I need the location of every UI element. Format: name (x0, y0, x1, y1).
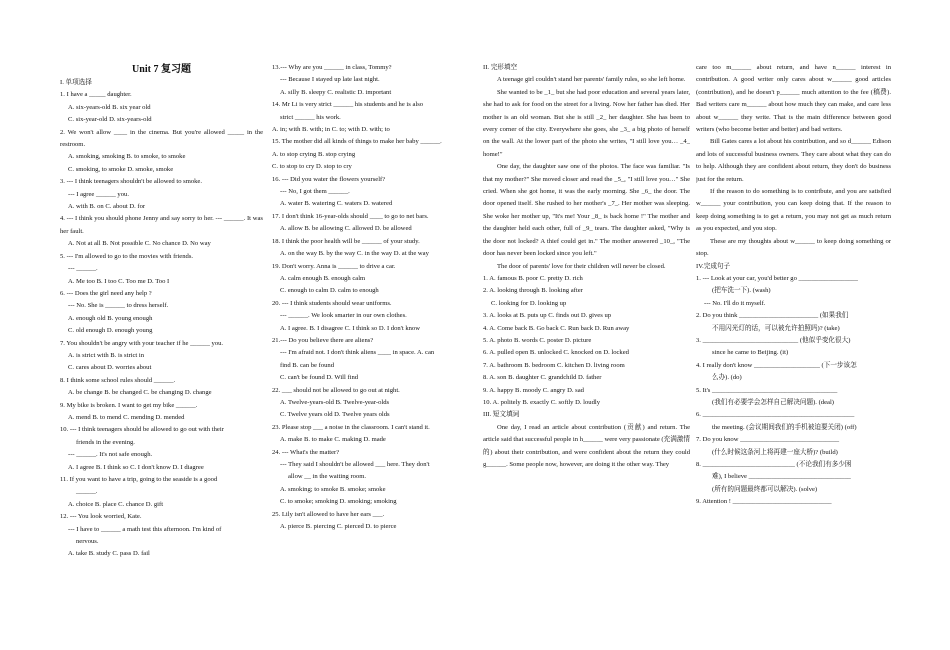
col4-line: (把车洗一下). (wash) (712, 287, 771, 295)
col3-line: 3. A. looks at B. puts up C. finds out D. gives up (483, 312, 612, 320)
col1-line: --- I have to ______ a math test this afternoon. I'm kind of (68, 525, 222, 533)
col1-line: 3. --- I think teenagers shouldn't be allowed to smoke. (60, 178, 203, 186)
col2-line: A. make B. to make C. making D. made (280, 436, 386, 444)
col1-line: A. is strict with B. is strict in (68, 351, 145, 359)
col4-line: 6. ______________________________________________ (696, 411, 855, 419)
col2-line: A. I agree. B. I disagree C. I think so D. I don't know (280, 324, 420, 332)
col2-line: 20. --- I think students should wear uniforms. (272, 299, 392, 307)
col4-line: 么办). (do) (712, 374, 742, 382)
col4-line: --- No. I'll do it myself. (704, 299, 766, 307)
col3-line: A teenage girl couldn't stand her parents' family rules, so she left home. (497, 76, 686, 84)
col3-line: C. looking for D. looking up (491, 299, 567, 307)
col3-line: 8. A. son B. daughter C. grandchild D. father (483, 374, 602, 382)
col3-line: 10. A. politely B. exactly C. softly D. loudly (483, 398, 601, 406)
col3-line: 6. A. pulled open B. unlocked C. knocked on D. locked (483, 349, 629, 357)
col2-line: strict ______ his work. (280, 113, 341, 121)
col2-line: C. can't be found D. Will find (280, 374, 359, 382)
col1-line: C. smoking, to smoke D. smoke, smoke (68, 165, 174, 173)
col1-line: A. take B. study C. pass D. fail (68, 550, 150, 558)
col2-line: 15. The mother did all kinds of things to make her baby ______. (272, 138, 442, 146)
col2-line: C. Twelve years old D. Twelve years olds (280, 411, 390, 419)
column-3 (483, 62, 690, 471)
col1-line: 5. --- I'm allowed to go to the movies with friends. (60, 252, 194, 260)
col3-line: One day, the daughter saw one of the photos. The face was familiar. "Is that my mother?" She moved closer and read the _5_, "I still love you…" She cried. When she got home, it was the early morning. She _6_ the door. The door opened itself. She rushed to her mother's _7_. Her mother was sleeping. She woke her mother up, "It's me! Your _8_ is back home !" The mother and the daughter held each other, full of _9_ tears. The daughter asked, "Why is the door not locked? A thief could get in." The mother answered _10_, "The door has never been locked since you left." (483, 163, 690, 258)
col1-line: --- ______. (68, 265, 98, 273)
col1-line: 9. My bike is broken. I want to get my bike ______. (60, 401, 198, 409)
col4-line: the meeting. (会议期间我们的手机被迫要关闭) (off) (712, 423, 857, 431)
col2-line: A. water B. watering C. waters D. watered (280, 200, 393, 208)
col2-line: 13.--- Why are you ______ in class, Tommy? (272, 64, 392, 71)
col1-line: ______. (76, 488, 98, 496)
col2-line: A. to stop crying B. stop crying (272, 150, 356, 158)
col1-line: 10. --- I think teenagers should be allowed to go out with their (60, 426, 224, 434)
col1-line: 11. If you want to have a trip, going to the seaside is a good (60, 476, 218, 483)
col4-line: 难), I believe _______________________________ (712, 473, 851, 481)
col2-line: A. calm enough B. enough calm (280, 274, 366, 282)
col4-line: If the reason to do something is to contribute, and you are satisfied w______ your contribution, you can keep doing that. If the reason to keep doing something is to get a return, you may not get as much return as you expected, and you stop. (696, 188, 891, 233)
col1-line: 8. I think some school rules should ______. (60, 376, 176, 384)
col1-line: A. six-years-old B. six year old (68, 103, 151, 111)
col2-line: C. enough to calm D. calm to enough (280, 287, 379, 295)
col4-line: Bill Gates cares a lot about his contribution, and so d______ Edison and lots of successful business owners. They care about what they can do to help. Although they are confident about return, they don't do business just for the return. (696, 138, 891, 183)
col4-line: (什么时候这条河上将再建一座大桥)? (build) (712, 448, 838, 456)
col1-line: A. Not at all B. Not possible C. No chance D. No way (68, 240, 211, 248)
col1-line: C. cares about D. worries about (68, 364, 152, 372)
col1-line: friends in the evening. (76, 438, 135, 446)
column-1 (60, 62, 263, 561)
col4-line: 4. I really don't know ____________________ (下一步该怎 (696, 361, 857, 369)
col1-line: A. be change B. be changed C. be changing D. change (68, 389, 212, 397)
col4-line: 5. It's ______________________________________ (696, 386, 838, 394)
col2-line: A. Twelve-years-old B. Twelve-year-olds (280, 398, 390, 406)
col2-line: 14. Mr Li is very strict ______ his students and he is also (272, 101, 424, 109)
col2-line: C. to stop to cry D. stop to cry (272, 163, 352, 171)
col4-line: 8. ____________________________ (不论我们有多少困 (696, 461, 852, 468)
col2-line: A. allow B. be allowing C. allowed D. be allowed (280, 225, 412, 233)
col1-line: A. Me too B. I too C. Too me D. Too I (68, 277, 170, 285)
col2-line: 23. Please stop ___ a noise in the classroom. I can't stand it. (272, 423, 430, 431)
col2-line: allow __ in the waiting room. (288, 473, 367, 481)
col1-line: A. enough old B. young enough (68, 314, 153, 322)
col1-line: A. smoking, smoking B. to smoke, to smoke (68, 153, 186, 161)
col1-line: 4. --- I think you should phone Jenny and say sorry to her. --- ______. It was her fault. (60, 215, 263, 235)
col3-line: The door of parents' love for their children will never be closed. (497, 262, 666, 270)
col1-line: C. old enough D. enough young (68, 327, 153, 335)
col2-line: 22. ___ should not be allowed to go out at night. (272, 386, 400, 394)
col1-line: C. six-year-old D. six-years-old (68, 116, 152, 124)
col3-line: II. 完形填空 (483, 64, 518, 71)
col2-line: 24. --- What's the matter? (272, 448, 340, 456)
col2-line: --- Because I stayed up late last night. (280, 76, 380, 84)
col4-line: 3. _____________________________ (他似乎变化很大) (696, 336, 851, 344)
col2-line: 25. Lily isn't allowed to have her ears ___. (272, 510, 385, 518)
col1-line: 7. You shouldn't be angry with your teacher if he ______ you. (60, 339, 224, 347)
col3-line: 1. A. famous B. poor C. pretty D. rich (483, 274, 583, 282)
col1-line: --- No. She is ______ to dress herself. (68, 302, 169, 310)
col2-line: C. to smoke; smoking D. smoking; smoking (280, 498, 397, 506)
col2-line: --- ______. We look smarter in our own clothes. (280, 312, 407, 320)
col4-line: 2. Do you think ________________________ (如果我们 (696, 312, 849, 320)
col2-line: A. in; with B. with; in C. to; with D. with; to (272, 126, 390, 134)
col2-line: A. silly B. sleepy C. realistic D. important (280, 88, 392, 96)
col1-line: 6. --- Does the girl need any help ? (60, 289, 152, 297)
col1-line: A. choice B. place C. chance D. gift (68, 500, 164, 508)
col2-line: A. smoking; to smoke B. smoke; smoke (280, 485, 386, 493)
col2-line: --- They said I shouldn't be allowed ___ here. They don't (280, 461, 430, 468)
col1-line: Unit 7 复习题 (132, 64, 191, 75)
col4-line: IV.完成句子 (696, 262, 731, 270)
col4-line: since he came to Beijing. (it) (712, 349, 789, 357)
col3-line: 5. A. photo B. words C. poster D. picture (483, 336, 592, 344)
col2-line: A. pierce B. piercing C. pierced D. to pierce (280, 523, 397, 531)
col3-line: III. 短文填词 (483, 411, 520, 419)
col4-line: (所有的问题最终都可以解决). (solve) (712, 485, 818, 493)
col2-line: 16. --- Did you water the flowers yourself? (272, 175, 386, 183)
col3-line: 7. A. bathroom B. bedroom C. kitchen D. living room (483, 361, 625, 369)
col2-line: --- I'm afraid not. I don't think aliens ____ in space. A. can (280, 349, 435, 357)
col4-line: (我们有必要学会怎样自己解决问题). (deal) (712, 398, 834, 406)
col1-line: I. 单项选择 (60, 79, 92, 86)
col2-line: --- No, I got them ______. (280, 188, 350, 196)
col3-line: She wanted to be _1_ but she had poor education and several years later, she had to ask for food on the street for a living. Now her father has died. Her mother is an old woman. But she is still _2_ her daughter. She has been to every corner of the city. Everywhere she goes, she _3_ a big photo of herself on the wall. At the lower part of the photo she writes, "I still love you… _4_ home!" (483, 88, 690, 158)
col1-line: 2. We won't allow ____ in the cinema. But you're allowed _____ in the restroom. (60, 128, 263, 149)
col1-line: nervous. (76, 538, 99, 546)
col2-line: 21.--- Do you believe there are aliens? (272, 336, 374, 344)
col2-line: 17. I don't think 16-year-olds should ____ to go to net bars. (272, 212, 429, 220)
col4-line: 9. Attention ! ______________________________ (696, 498, 832, 506)
col3-line: One day, I read an article about contribution (贡献) and return. The article said that successful people in h______ were very passionate (充满激情的) about their contribution, and were confident about the return they could g______. Some people now, however, are doing it the other way. They (483, 423, 690, 468)
col2-line: find B. can be found (280, 361, 335, 369)
column-2 (272, 62, 470, 533)
col3-line: 2. A. looking through B. looking after (483, 287, 583, 295)
col4-line: 不用闪光灯的话，可以被允许拍照吗)? (take) (712, 324, 840, 332)
col3-line: 9. A. happy B. moody C. angry D. sad (483, 386, 584, 394)
col2-line: 19. Don't worry. Anna is ______ to drive a car. (272, 262, 396, 270)
col2-line: 18. I think the poor health will be ______ of your study. (272, 237, 420, 245)
col1-line: 1. I have a _____ daughter. (60, 91, 132, 99)
col1-line: A. I agree B. I think so C. I don't know D. I diagree (68, 463, 204, 471)
col2-line: A. on the way B. by the way C. in the way D. at the way (280, 250, 429, 258)
col4-line: care too m______ about return, and have n______ interest in contribution. A good writer only cares about w______ good articles (contribution), and he doesn't p______ much attention to the fee (稿费). Bad writers care m______ about how much they can make, and care less about w______ they write. That is the main difference between good writers (who become better and better) and bad writers. (696, 64, 891, 134)
col1-line: --- ______. It's not safe enough. (68, 451, 153, 459)
col3-line: 4. A. Come back B. Go back C. Run back D. Run away (483, 324, 630, 332)
col1-line: A. with B. on C. about D. for (68, 203, 146, 211)
col4-line: 1. --- Look at your car, you'd better go __________________ (696, 274, 858, 282)
col1-line: 12. --- You look worried, Kate. (60, 513, 142, 521)
col4-line: 7. Do you know ______________________________ (696, 436, 840, 444)
col1-line: A. mend B. to mend C. mending D. mended (68, 413, 185, 421)
col1-line: --- I agree ______ you. (68, 190, 129, 198)
col4-line: These are my thoughts about w______ to keep doing something or stop. (696, 237, 891, 258)
column-4 (696, 62, 891, 509)
